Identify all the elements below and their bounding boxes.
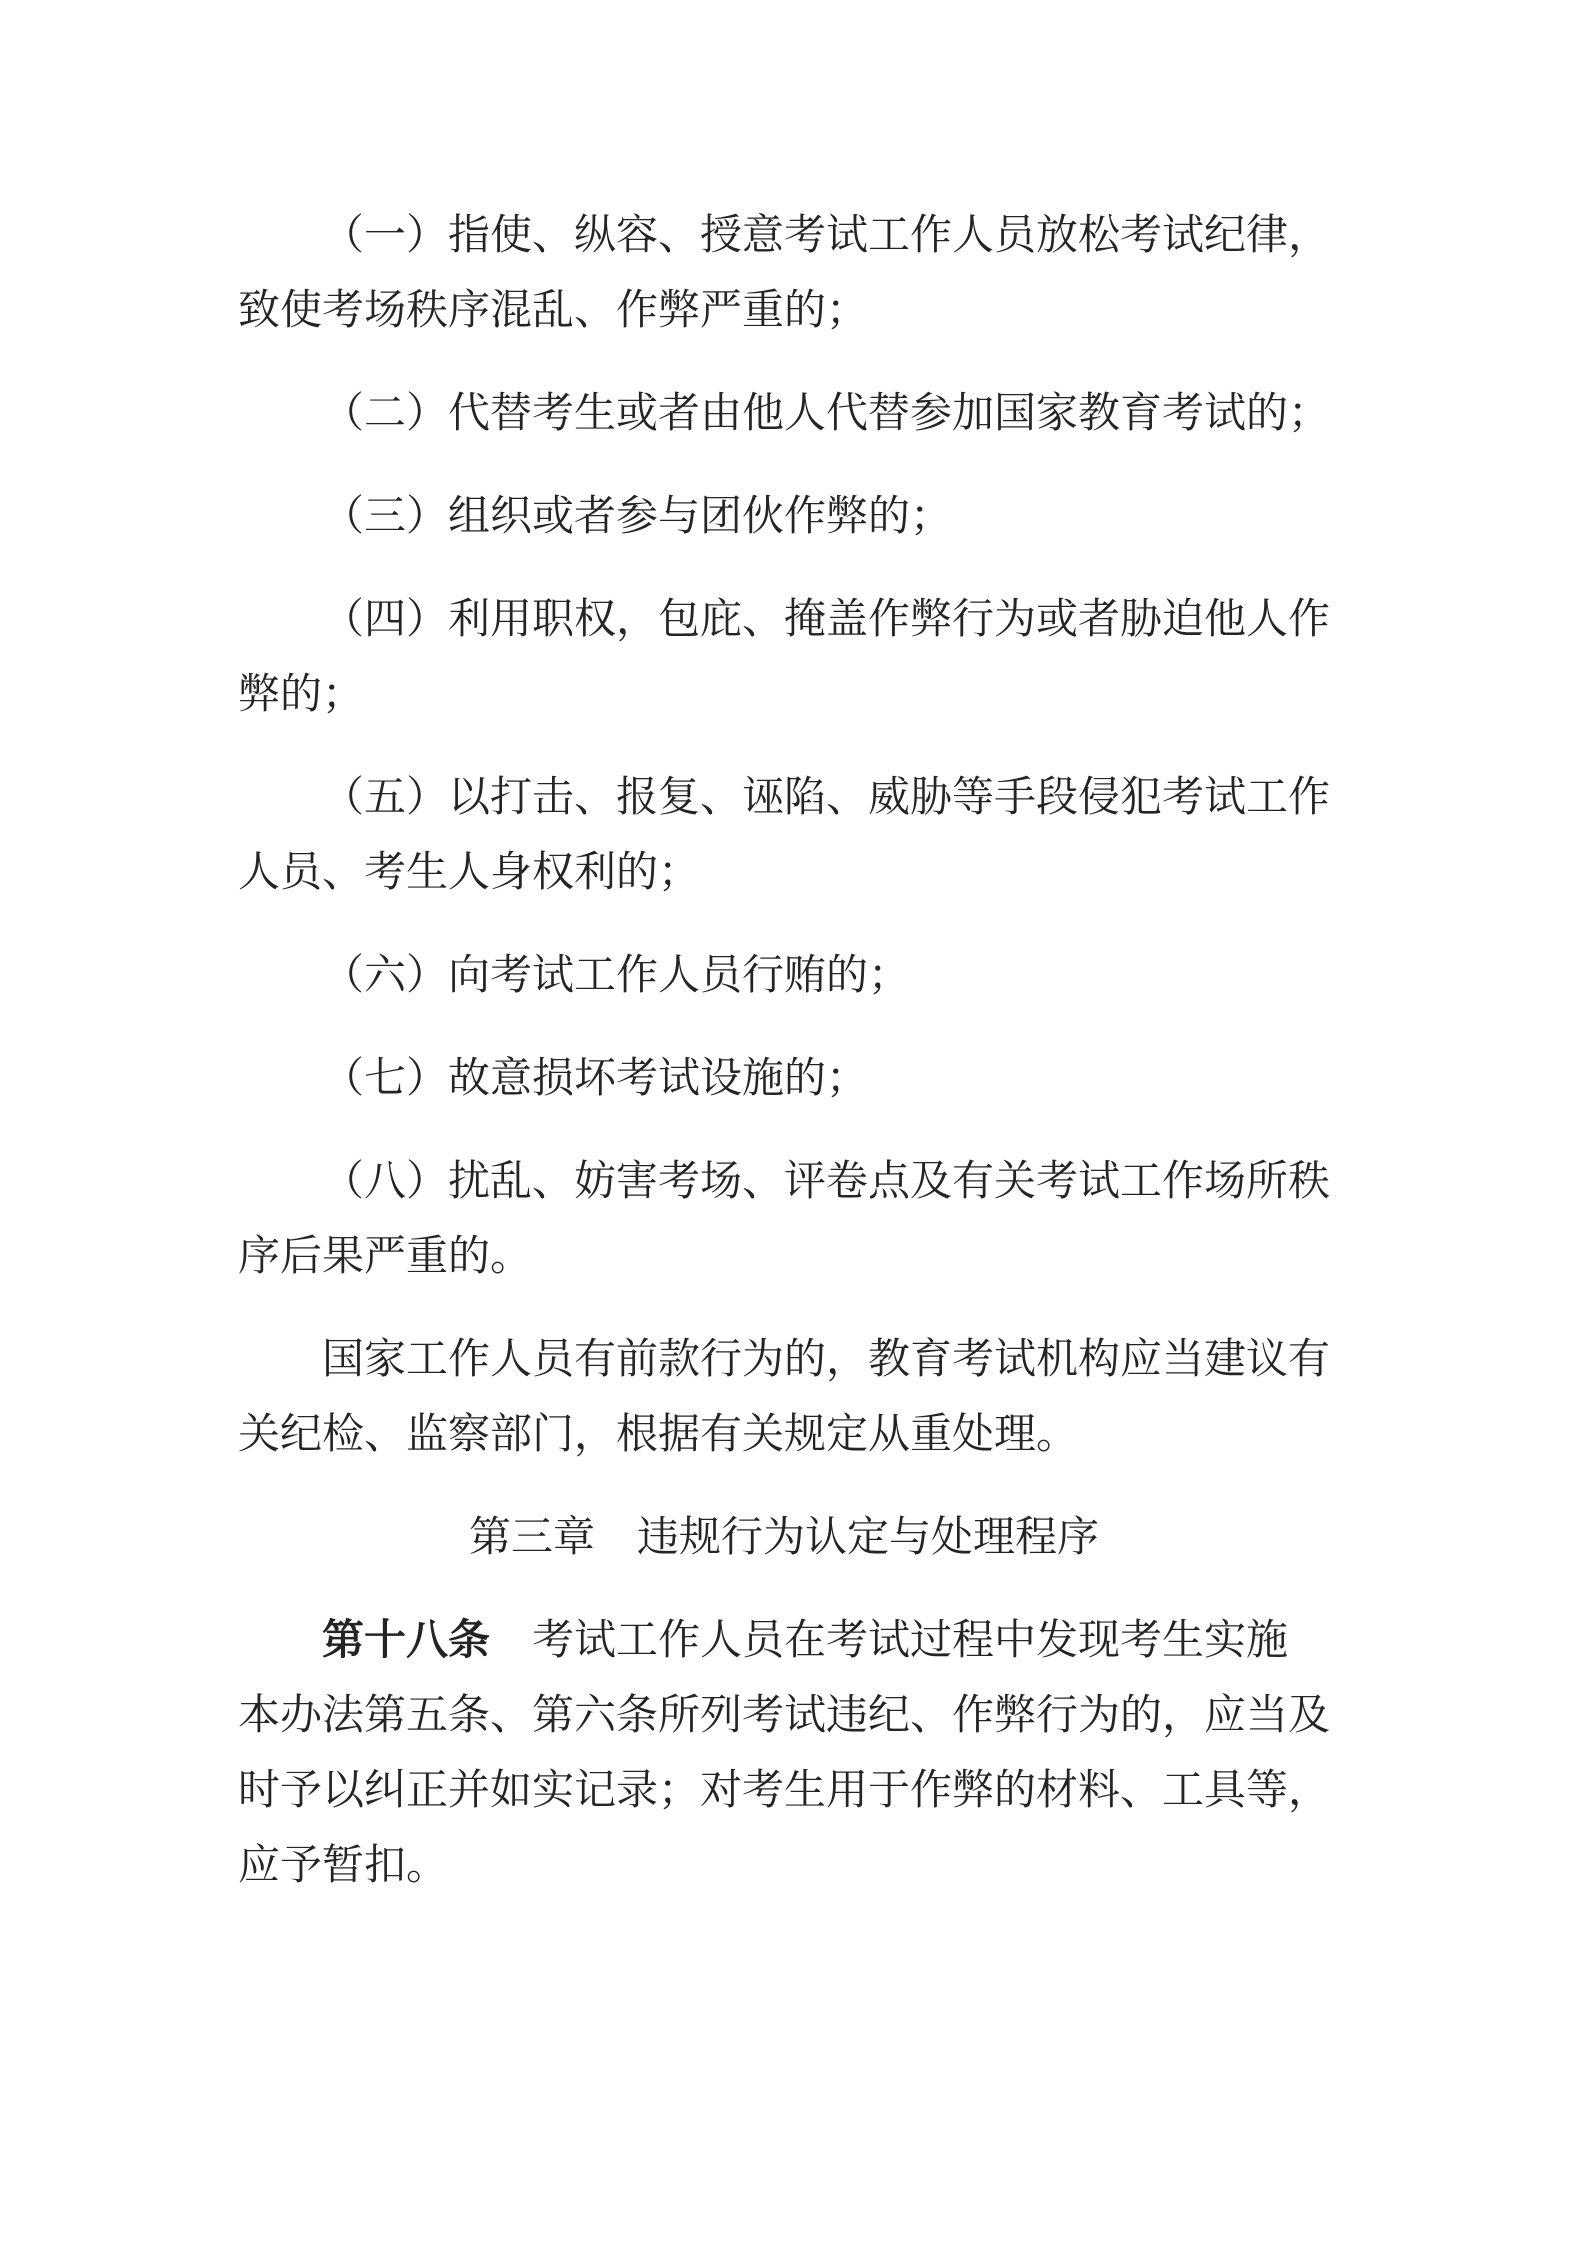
text-line — [238, 836, 1330, 911]
text-segment: 应予暂扣。 — [238, 1843, 449, 1889]
paragraph — [238, 199, 1330, 349]
paragraph — [238, 939, 1330, 1014]
text-segment: （八）扰乱、妨害考场、评卷点及有关考试工作场所秩 — [322, 1159, 1331, 1205]
text-line — [238, 1501, 1330, 1576]
text-segment: 人员、考生人身权利的； — [238, 850, 701, 896]
text-line — [238, 1679, 1330, 1754]
text-segment: 序后果严重的。 — [238, 1234, 533, 1280]
text-line — [238, 1145, 1330, 1220]
text-segment: （七）故意损坏考试设施的； — [322, 1056, 869, 1102]
text-line — [238, 1323, 1330, 1398]
text-segment: 第三章 违规行为认定与处理程序 — [468, 1515, 1099, 1561]
text-segment: 时予以纠正并如实记录；对考生用于作弊的材料、工具等， — [238, 1768, 1331, 1814]
paragraph — [238, 480, 1330, 555]
text-line — [238, 1604, 1330, 1679]
text-line — [238, 377, 1330, 452]
text-segment: （三）组织或者参与团伙作弊的； — [322, 494, 953, 540]
paragraph — [238, 761, 1330, 911]
text-line — [238, 1042, 1330, 1117]
text-line — [238, 480, 1330, 555]
article-number: 第十八条 — [322, 1618, 491, 1664]
text-segment: 考试工作人员在考试过程中发现考生实施 — [490, 1618, 1289, 1664]
text-segment: 本办法第五条、第六条所列考试违纪、作弊行为的，应当及 — [238, 1693, 1331, 1739]
chapter-heading — [238, 1501, 1330, 1576]
text-segment: 国家工作人员有前款行为的，教育考试机构应当建议有 — [322, 1337, 1331, 1383]
text-segment: （五）以打击、报复、诬陷、威胁等手段侵犯考试工作 — [322, 775, 1331, 821]
text-line — [238, 939, 1330, 1014]
text-line — [238, 761, 1330, 836]
paragraph — [238, 1323, 1330, 1473]
text-segment: （四）利用职权，包庇、掩盖作弊行为或者胁迫他人作 — [322, 597, 1331, 643]
text-line — [238, 1754, 1330, 1829]
text-line — [238, 1220, 1330, 1295]
text-line — [238, 199, 1330, 274]
text-line — [238, 1398, 1330, 1473]
text-line — [238, 583, 1330, 658]
text-line — [238, 1829, 1330, 1904]
paragraph — [238, 1042, 1330, 1117]
paragraph — [238, 1604, 1330, 1904]
paragraph — [238, 377, 1330, 452]
text-segment: 关纪检、监察部门，根据有关规定从重处理。 — [238, 1412, 1079, 1458]
paragraph — [238, 1145, 1330, 1295]
text-line — [238, 274, 1330, 349]
text-segment: 致使考场秩序混乱、作弊严重的； — [238, 288, 869, 334]
paragraph — [238, 583, 1330, 733]
document-text-block — [238, 199, 1330, 1932]
text-segment: （二）代替考生或者由他人代替参加国家教育考试的； — [322, 391, 1331, 437]
text-segment: （一）指使、纵容、授意考试工作人员放松考试纪律， — [322, 213, 1331, 259]
text-segment: 弊的； — [238, 672, 365, 718]
text-line — [238, 658, 1330, 733]
text-segment: （六）向考试工作人员行贿的； — [322, 953, 911, 999]
